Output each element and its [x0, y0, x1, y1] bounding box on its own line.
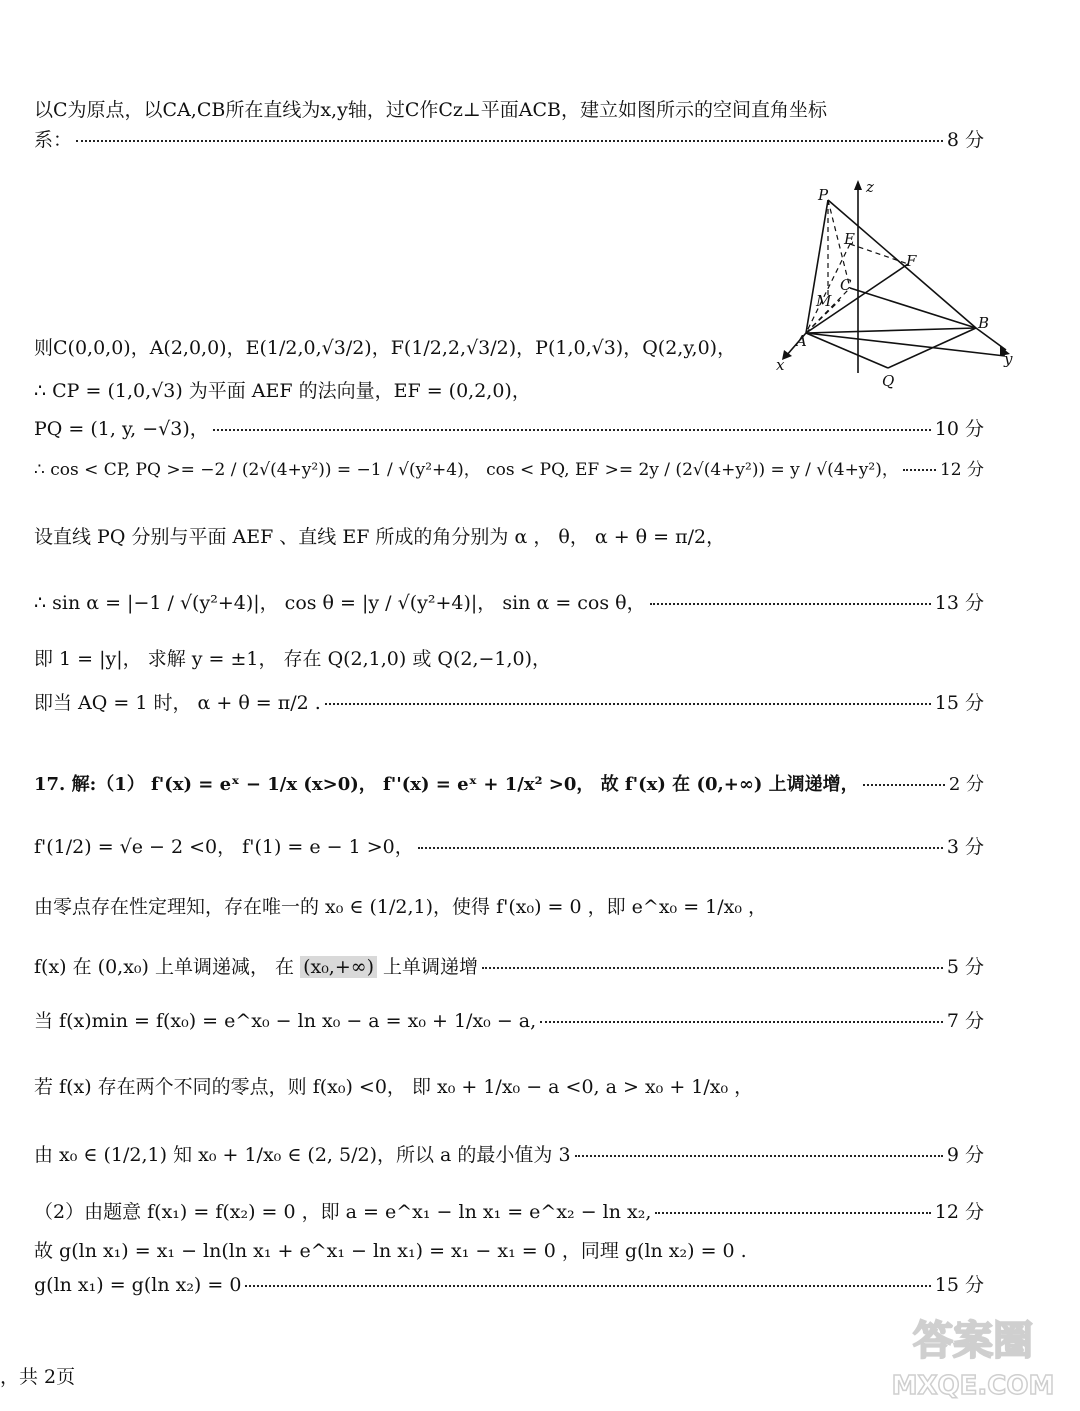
score-label: 12 分 [934, 1201, 984, 1223]
dot-leader [245, 1284, 930, 1287]
line-text: 以C为原点，以CA,CB所在直线为x,y轴，过C作Cz⊥平面ACB，建立如图所示的空间直角坐标 [34, 99, 828, 121]
score-label: 9 分 [946, 1144, 984, 1166]
score-label: 3 分 [946, 836, 984, 858]
score-label: 15 分 [934, 692, 984, 714]
score-label: 15 分 [934, 1274, 984, 1296]
dot-leader [655, 1211, 930, 1214]
label-y: y [1004, 350, 1013, 368]
label-z: z [866, 178, 874, 196]
label-B: B [978, 314, 990, 332]
dot-leader [418, 846, 943, 849]
line-text: g(ln x₁) = g(ln x₂) = 0 [34, 1274, 242, 1296]
label-A: A [796, 332, 807, 350]
text-line [34, 1197, 984, 1224]
watermark-logo [878, 1308, 1068, 1403]
text-line [34, 95, 827, 122]
text-line [34, 832, 984, 859]
line-text: 当 f(x)min = f(x₀) = e^x₀ − ln x₀ − a = x₀ + 1/x₀ − a, [34, 1010, 537, 1032]
text-line [34, 376, 531, 403]
text-line [34, 588, 984, 615]
label-E: E [844, 230, 855, 248]
watermark-bottom: MXQE.COM [891, 1371, 1055, 1401]
dot-leader [650, 602, 931, 605]
dot-leader [213, 428, 931, 431]
line-text: 设直线 PQ 分别与平面 AEF 、直线 EF 所成的角分别为 α ， θ， α + θ = π/2， [34, 526, 726, 548]
line-text: 由 x₀ ∈ (1/2,1) 知 x₀ + 1/x₀ ∈ (2, 5/2)，所以 a 的最小值为 3 [34, 1144, 571, 1166]
score-label: 5 分 [946, 956, 984, 978]
text-line [34, 770, 984, 796]
dot-leader [325, 702, 931, 705]
line-text: ∴ CP = (1,0,√3) 为平面 AEF 的法向量，EF = (0,2,0)， [34, 380, 531, 402]
line-text: 由零点存在性定理知，存在唯一的 x₀ ∈ (1/2,1)，使得 f'(x₀) = 0 ，即 e^x₀ = 1/x₀ ， [34, 896, 768, 918]
label-M: M [816, 292, 832, 310]
score-label: 8 分 [946, 129, 984, 151]
label-P: P [818, 186, 829, 204]
line-text: ∴ sin α = |−1 / √(y²+4)|， cos θ = |y / √(y²+4)|， sin α = cos θ， [34, 592, 646, 614]
text-line [34, 892, 767, 919]
line-text: f'(1/2) = √e − 2 <0， f'(1) = e − 1 >0， [34, 836, 414, 858]
line-text: ∴ cos < CP, PQ >= −2 / (2√(4+y²)) = −1 / √(y²+4)， cos < PQ, EF >= 2y / (2√(4+y²)) = y / √(4+y²)， [34, 460, 899, 480]
text-line [34, 333, 736, 360]
text-line [34, 1140, 984, 1167]
score-label: 12 分 [939, 460, 984, 480]
text-line [34, 1006, 984, 1033]
dot-leader [540, 1020, 943, 1023]
text-line [34, 522, 725, 549]
score-label: 10 分 [934, 418, 984, 440]
text-line [34, 1072, 753, 1099]
dot-leader [863, 783, 945, 786]
dot-leader [575, 1154, 943, 1157]
line-text: PQ = (1, y, −√3)， [34, 418, 209, 440]
text-line [34, 1270, 984, 1297]
dot-leader [903, 468, 936, 471]
score-label: 13 分 [934, 592, 984, 614]
tetrahedron-figure [770, 178, 1030, 398]
text-line [34, 125, 984, 152]
text-line [34, 414, 984, 441]
line-text: 即当 AQ = 1 时， α + θ = π/2 . [34, 692, 321, 714]
watermark-top: 答案圈 [913, 1318, 1033, 1364]
text-line [34, 455, 984, 480]
dot-leader [482, 966, 943, 969]
label-F: F [906, 252, 917, 270]
line-text-part: 上单调递增 [377, 956, 479, 978]
highlighted-interval: (x₀,+∞) [300, 956, 377, 978]
text-line [34, 644, 551, 671]
score-label: 7 分 [946, 1010, 984, 1032]
line-text: 则C(0,0,0)，A(2,0,0)，E(1/2,0,√3/2)，F(1/2,2,√3/2)，P(1,0,√3)，Q(2,y,0)， [34, 337, 737, 359]
text-line [34, 1236, 747, 1263]
line-text: 若 f(x) 存在两个不同的零点，则 f(x₀) <0， 即 x₀ + 1/x₀ − a <0, a > x₀ + 1/x₀ ， [34, 1076, 754, 1098]
label-C: C [840, 276, 852, 294]
question-17-heading: 17. 解:（1） f'(x) = eˣ − 1/x (x>0)， f''(x) = eˣ + 1/x² >0， 故 f'(x) 在 (0,+∞) 上调递增， [34, 774, 859, 795]
line-text: （2）由题意 f(x₁) = f(x₂) = 0 ，即 a = e^x₁ − ln x₁ = e^x₂ − ln x₂, [34, 1201, 652, 1223]
line-text: 系： [34, 129, 73, 151]
label-Q: Q [882, 372, 895, 390]
line-text-part: f(x) 在 (0,x₀) 上单调递减， 在 [34, 956, 301, 978]
score-label: 2 分 [948, 774, 984, 795]
text-line [34, 952, 984, 979]
line-text: 故 g(ln x₁) = x₁ − ln(ln x₁ + e^x₁ − ln x₁) = x₁ − x₁ = 0 ，同理 g(ln x₂) = 0 . [34, 1240, 747, 1262]
page-footer: ，共 2页 [0, 1366, 76, 1388]
dot-leader [76, 139, 943, 142]
line-text: 即 1 = |y|， 求解 y = ±1， 存在 Q(2,1,0) 或 Q(2,−1,0)， [34, 648, 552, 670]
label-x: x [776, 356, 785, 374]
text-line [34, 688, 984, 715]
line-text [34, 952, 478, 979]
